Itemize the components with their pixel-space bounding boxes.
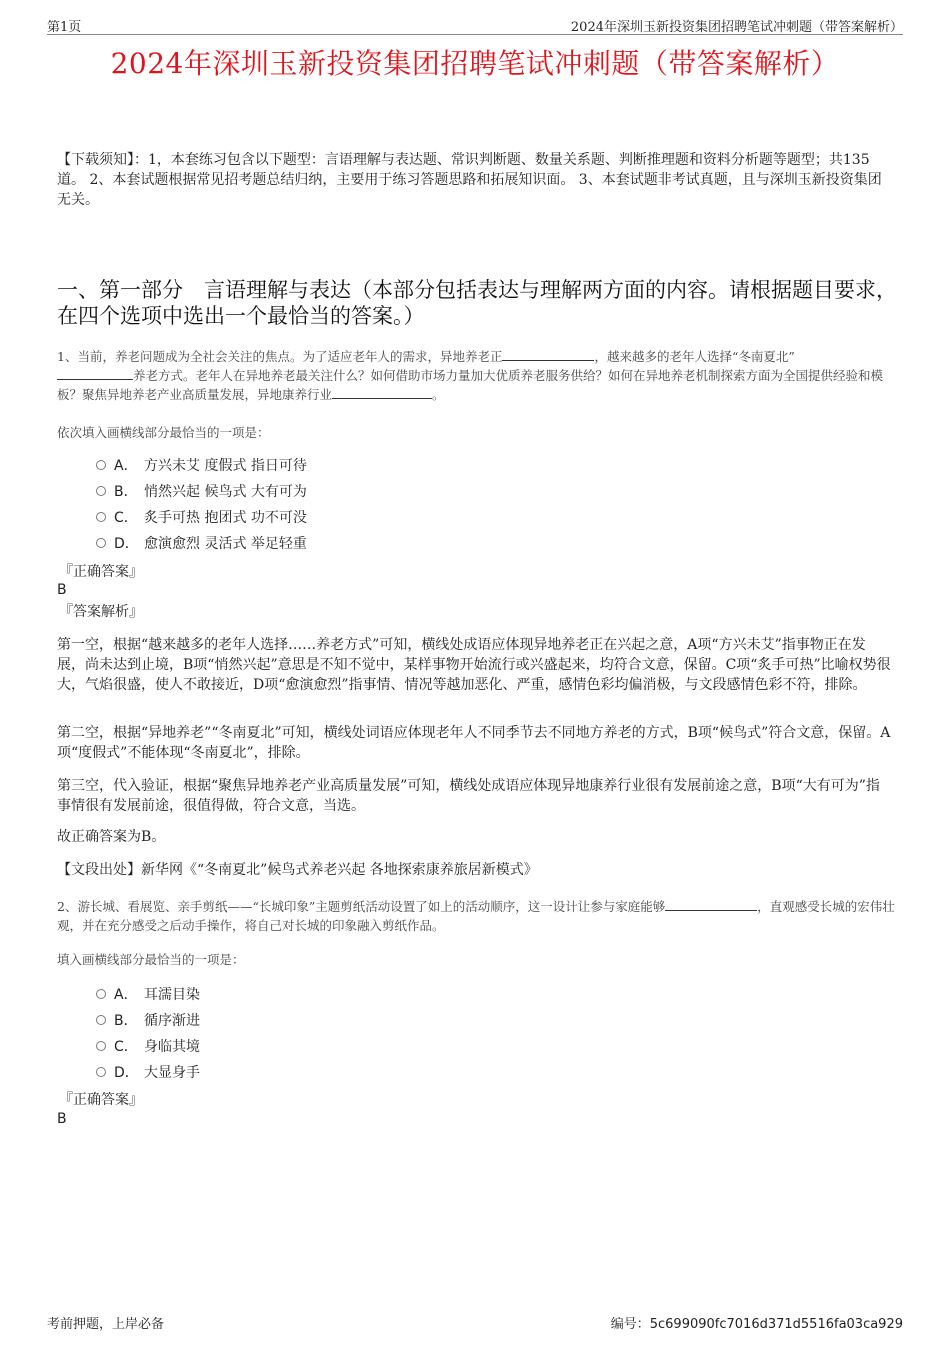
radio-icon[interactable] [96, 1067, 106, 1077]
radio-icon[interactable] [96, 512, 106, 522]
correct-answer-label: 『正确答案』 [59, 564, 143, 580]
radio-icon[interactable] [96, 1015, 106, 1025]
analysis-conclusion: 故正确答案为B。 [57, 829, 166, 845]
option-a[interactable]: A． 耳濡目染 [96, 985, 200, 1005]
analysis-paragraph: 第二空，根据“异地养老”“冬南夏北”可知，横线处词语应体现老年人不同季节去不同地方养老的方式，B项“候鸟式”符合文意，保留。A项“度假式”不能体现“冬南夏北”，排除。 [57, 725, 891, 761]
question-1-prompt: 依次填入画横线部分最恰当的一项是： [57, 425, 270, 440]
header-doc-title: 2024年深圳玉新投资集团招聘笔试冲刺题（带答案解析） [570, 20, 903, 35]
option-c[interactable]: C． 炙手可热 抱团式 功不可没 [96, 508, 307, 528]
option-b[interactable]: B． 循序渐进 [96, 1011, 200, 1031]
question-2-stem: 2、游长城、看展览、亲手剪纸——“长城印象”主题剪纸活动设置了如上的活动顺序，这一设计让参与家庭能够 ，直观感受长城的宏伟壮观，并在充分感受之后动手操作，将自己对长城的印象融入剪纸作品。 [57, 899, 895, 933]
answer-blank [332, 385, 432, 399]
document-title: 2024年深圳玉新投资集团招聘笔试冲刺题（带答案解析） [110, 47, 840, 80]
option-a[interactable]: A． 方兴未艾 度假式 指日可待 [96, 456, 307, 476]
option-d[interactable]: D． 大显身手 [96, 1063, 200, 1083]
text-source: 【文段出处】新华网《“冬南夏北”候鸟式养老兴起 各地探索康养旅居新模式》 [57, 862, 538, 878]
radio-icon[interactable] [96, 989, 106, 999]
page-header [47, 14, 903, 35]
download-notice: 【下载须知】：1，本套练习包含以下题型：言语理解与表达题、常识判断题、数量关系题、判断推理题和资料分析题等题型；共135道。 2、本套试题根据常见招考题总结归纳，主要用于练习答题思路和拓展知识面。 3、本套试题非考试真题，且与深圳玉新投资集团无关。 [57, 152, 882, 208]
correct-answer-label: 『正确答案』 [59, 1092, 143, 1108]
correct-answer: B [57, 582, 67, 598]
analysis-label: 『答案解析』 [59, 604, 143, 620]
page-number: 第1页 [47, 20, 82, 35]
option-c[interactable]: C． 身临其境 [96, 1037, 200, 1057]
correct-answer: B [57, 1111, 67, 1127]
analysis-paragraph: 第一空，根据“越来越多的老年人选择……养老方式”可知，横线处成语应体现异地养老正在兴起之意，A项“方兴未艾”指事物正在发展，尚未达到止境，B项“悄然兴起”意思是不知不觉中，某样事物开始流行或兴盛起来，均符合文意，保留。C项“炙手可热”比喻权势很大，气焰很盛，使人不敢接近，D项“愈演愈烈”指事情、情况等越加恶化、严重，感情色彩均偏消极，与文段感情色彩不符，排除。 [57, 637, 891, 693]
page-footer [47, 1313, 903, 1332]
section-heading: 一、第一部分 言语理解与表达（本部分包括表达与理解两方面的内容。请根据题目要求，在四个选项中选出一个最恰当的答案。） [57, 278, 897, 328]
analysis-paragraph: 第三空，代入验证，根据“聚焦异地养老产业高质量发展”可知，横线处成语应体现异地康养行业很有发展前途之意，B项“大有可为”指事情很有发展前途，很值得做，符合文意，当选。 [57, 778, 880, 814]
answer-blank [502, 347, 594, 361]
radio-icon[interactable] [96, 538, 106, 548]
option-d[interactable]: D． 愈演愈烈 灵活式 举足轻重 [96, 534, 307, 554]
footer-slogan: 考前押题，上岸必备 [47, 1317, 165, 1332]
answer-blank [665, 897, 757, 911]
radio-icon[interactable] [96, 1041, 106, 1051]
radio-icon[interactable] [96, 486, 106, 496]
document-code: 编号：5c699090fc7016d371d5516fa03ca929 [610, 1317, 903, 1332]
answer-blank [57, 366, 133, 380]
question-2-prompt: 填入画横线部分最恰当的一项是： [57, 952, 245, 967]
option-b[interactable]: B． 悄然兴起 候鸟式 大有可为 [96, 482, 307, 502]
question-1-stem: 1、当前，养老问题成为全社会关注的焦点。为了适应老年人的需求，异地养老正 ，越来越多的老年人选择“冬南夏北” 养老方式。老年人在异地养老最关注什么？如何借助市场力量加大优质养老服务供给？如何在异地养老机制探索方面为全国提供经验和模板？聚焦异地养老产业高质量发展，异地康养行业 。 [57, 349, 884, 402]
radio-icon[interactable] [96, 460, 106, 470]
